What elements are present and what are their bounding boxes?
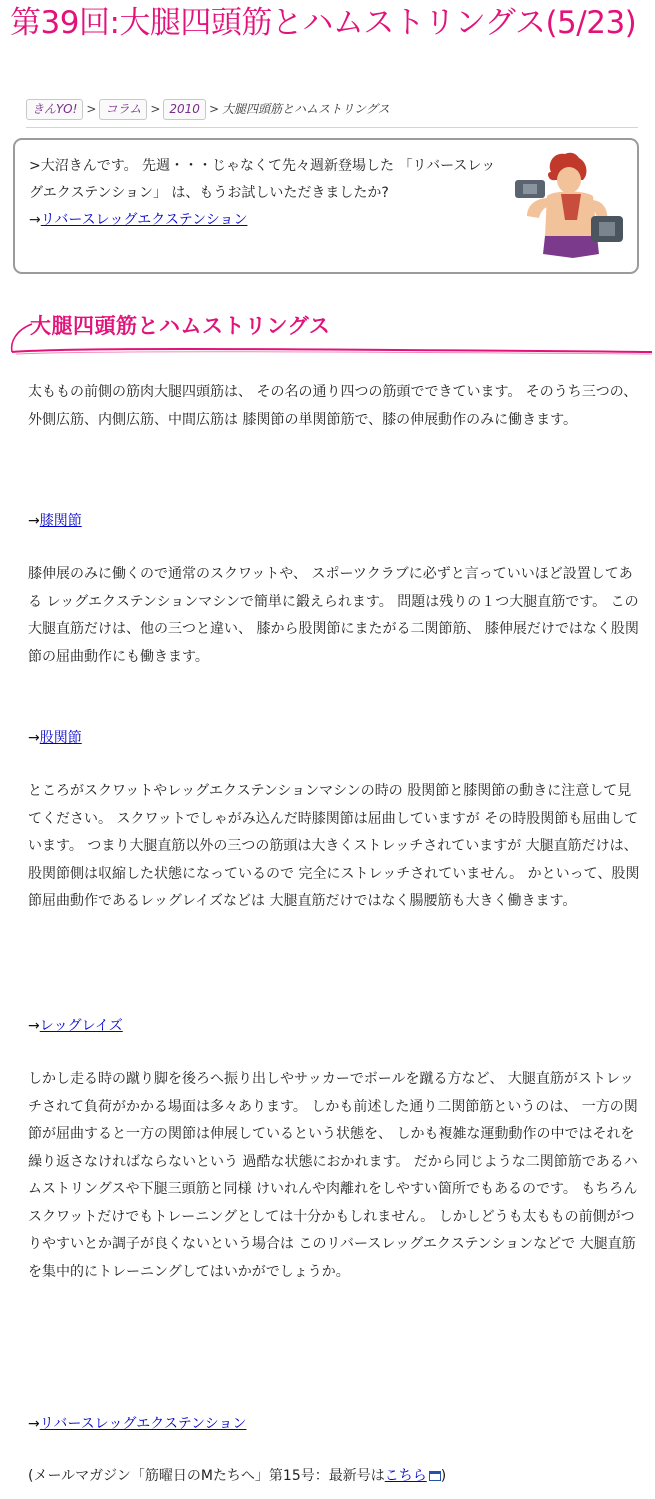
arrow-glyph: → bbox=[28, 1018, 40, 1034]
link-line-knee bbox=[28, 510, 642, 530]
breadcrumb-current: 大腿四頭筋とハムストリングス bbox=[222, 102, 390, 116]
link-line-reverse-leg-extension bbox=[28, 1413, 642, 1433]
breadcrumb bbox=[26, 99, 638, 128]
breadcrumb-column-link[interactable]: コラム bbox=[99, 99, 147, 120]
breadcrumb-separator: > bbox=[150, 102, 161, 116]
intro-text-block bbox=[29, 153, 499, 234]
knee-joint-link[interactable]: 膝関節 bbox=[39, 513, 82, 529]
leg-raise-link[interactable]: レッグレイズ bbox=[39, 1018, 123, 1034]
breadcrumb-year-link[interactable]: 2010 bbox=[163, 99, 206, 120]
reverse-leg-extension-bottom-link[interactable]: リバースレッグエクステンション bbox=[39, 1416, 247, 1432]
heading-underline-swoosh bbox=[8, 308, 652, 356]
footer-suffix: ) bbox=[440, 1468, 447, 1484]
footer-prefix: (メールマガジン「筋曜日のMたちへ」第15号：最新号は bbox=[28, 1468, 385, 1484]
link-line-leg-raise bbox=[28, 1015, 642, 1035]
article-paragraph: しかし走る時の蹴り脚を後ろへ振り出しやサッカーでボールを蹴る方など、 大腿直筋がストレッチされて負荷がかかる場面は多々あります。 しかも前述した通り二関節筋というのは、 一方の関節が屈曲すると一方の関節は伸展しているという状態を、 しかも複雑な運動動作の中ではそれを繰り返さなければならないという 過酷な状態におかれます。 だから同じような二関節筋であるハムストリングスや下腿三頭筋と同様 けいれんや肉離れをしやすい箇所でもあるのです。 もちろんスクワットだけでもトレーニングとしては十分かもしれません。 しかしどうも太ももの前側がつりやすいとか調子が良くないという場合は このリバースレッグエクステンションなどで 大腿直筋を集中的にトレーニングしてはいかがでしょうか。 bbox=[28, 1071, 638, 1280]
breadcrumb-separator: > bbox=[86, 102, 97, 116]
article-paragraph: ところがスクワットやレッグエクステンションマシンの時の 股関節と膝関節の動きに注意して見てください。 スクワットでしゃがみ込んだ時膝関節は屈曲していますが その時股関節も屈曲しています。 つまり大腿直筋以外の三つの筋頭は大きくストレッチされていますが 大腿直筋だけは、股関節側は収縮した状態になっているので 完全にストレッチされていません。 かといって、股関節屈曲動作であるレッグレイズなどは 大腿直筋だけではなく腸腰筋も大きく働きます。 bbox=[28, 783, 640, 909]
article-paragraph: 膝伸展のみに働くので通常のスクワットや、 スポーツクラブに必ずと言っていいほど設置してある レッグエクステンションマシンで簡単に鍛えられます。 問題は残りの１つ大腿直筋です。 この大腿直筋だけは、他の三つと違い、 膝から股関節にまたがる二関節筋、 膝伸展だけではなく股関節の屈曲動作にも働きます。 bbox=[28, 566, 639, 665]
arrow-glyph: → bbox=[28, 730, 40, 746]
intro-text: >大沼きんです。 先週・・・じゃなくて先々週新登場した 「リバースレッグエクステンション」 は、もうお試しいただきましたか? bbox=[29, 158, 496, 201]
external-window-icon bbox=[429, 1471, 441, 1481]
breadcrumb-separator: > bbox=[208, 102, 220, 116]
arrow-glyph: → bbox=[28, 1416, 40, 1432]
intro-link-line bbox=[29, 207, 499, 234]
page-title: 第39回:大腿四頭筋とハムストリングス(5/23) bbox=[10, 5, 637, 41]
reverse-leg-extension-link[interactable]: リバースレッグエクステンション bbox=[40, 212, 248, 228]
link-line-hip bbox=[28, 727, 642, 747]
section-heading-title: 大腿四頭筋とハムストリングス bbox=[30, 314, 331, 338]
latest-issue-link[interactable]: こちら bbox=[384, 1468, 427, 1484]
intro-box bbox=[13, 138, 639, 274]
section-heading bbox=[8, 308, 652, 356]
hip-joint-link[interactable]: 股関節 bbox=[39, 730, 82, 746]
bodybuilder-illustration bbox=[513, 150, 625, 262]
breadcrumb-home-link[interactable]: きんYO! bbox=[26, 99, 83, 120]
article-paragraph: 太ももの前側の筋肉大腿四頭筋は、 その名の通り四つの筋頭でできています。 そのうち三つの、外側広筋、内側広筋、中間広筋は 膝関節の単関節筋で、膝の伸展動作のみに働きます。 bbox=[28, 384, 638, 428]
arrow-glyph: → bbox=[28, 513, 40, 529]
arrow-glyph: → bbox=[29, 212, 41, 228]
footer-note bbox=[28, 1465, 446, 1485]
